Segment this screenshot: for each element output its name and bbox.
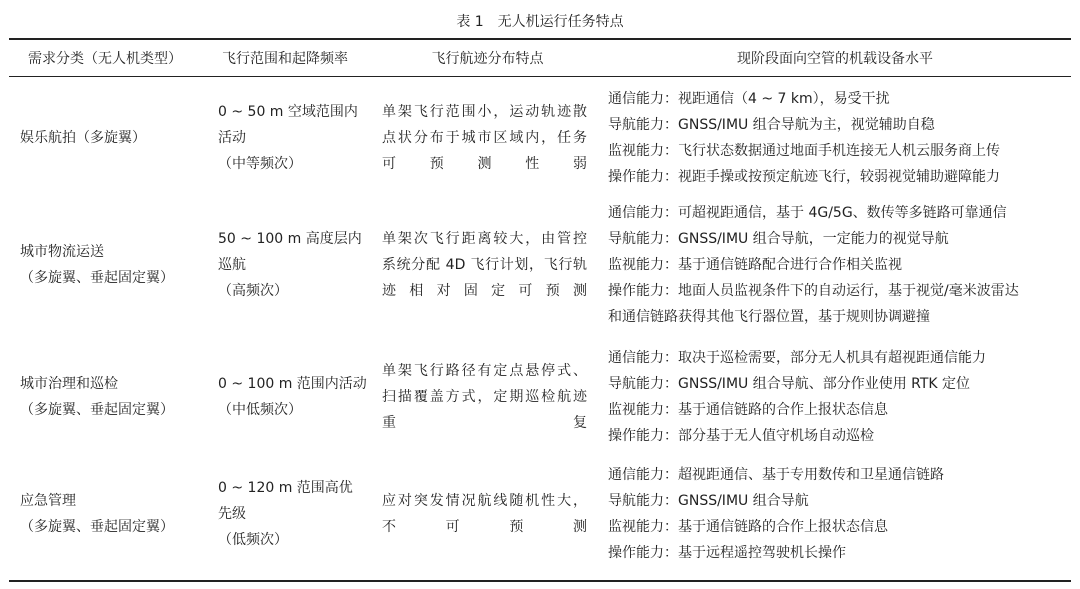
header-equipment: 现阶段面向空管的机载设备水平 — [737, 51, 933, 67]
track-cell-line: 重复 — [382, 415, 587, 431]
equipment-cell-line: 和通信链路获得其他飞行器位置，基于规则协调避撞 — [608, 309, 930, 325]
equipment-cell-line: 监视能力：基于通信链路的合作上报状态信息 — [608, 519, 888, 535]
header-range: 飞行范围和起降频率 — [222, 51, 348, 67]
category-cell-line: 城市物流运送 — [20, 244, 104, 260]
equipment-cell-line: 操作能力：基于远程遥控驾驶机长操作 — [608, 545, 846, 561]
equipment-cell-line: 导航能力：GNSS/IMU 组合导航为主，视觉辅助自稳 — [608, 117, 935, 133]
track-cell-line: 单架飞行范围小，运动轨迹散 — [382, 104, 587, 120]
equipment-cell-line: 操作能力：视距手操或按预定航迹飞行，较弱视觉辅助避障能力 — [608, 169, 1000, 185]
category-cell-line: 应急管理 — [20, 493, 76, 509]
category-cell-line: 城市治理和巡检 — [20, 376, 118, 392]
range-cell — [218, 371, 370, 423]
category-cell — [20, 239, 200, 291]
top-rule — [9, 38, 1071, 40]
track-cell-line: 不可预测 — [382, 519, 587, 535]
table-caption: 表 1 无人机运行任务特点 — [456, 14, 624, 30]
equipment-cell-line: 通信能力：视距通信（4 ~ 7 km），易受干扰 — [608, 91, 890, 107]
equipment-cell-line: 监视能力：飞行状态数据通过地面手机连接无人机云服务商上传 — [608, 143, 1000, 159]
track-cell-line: 单架飞行路径有定点悬停式、 — [382, 363, 587, 379]
equipment-cell — [608, 200, 1063, 330]
range-cell-line: 0 ~ 100 m 范围内活动 — [218, 376, 367, 392]
range-cell-line: 活动 — [218, 130, 246, 146]
category-cell — [20, 488, 200, 540]
equipment-cell — [608, 462, 1063, 566]
category-cell — [20, 371, 200, 423]
range-cell-line: 先级 — [218, 506, 246, 522]
track-cell — [382, 488, 587, 540]
range-cell — [218, 99, 370, 177]
equipment-cell-line: 监视能力：基于通信链路配合进行合作相关监视 — [608, 257, 902, 273]
equipment-cell-line: 监视能力：基于通信链路的合作上报状态信息 — [608, 402, 888, 418]
equipment-cell-line: 通信能力：取决于巡检需要，部分无人机具有超视距通信能力 — [608, 350, 986, 366]
bottom-rule — [9, 580, 1071, 582]
range-cell-line: 巡航 — [218, 257, 246, 273]
equipment-cell-line: 导航能力：GNSS/IMU 组合导航、部分作业使用 RTK 定位 — [608, 376, 971, 392]
track-cell-line: 系统分配 4D 飞行计划，飞行轨 — [382, 257, 587, 273]
track-cell-line: 扫描覆盖方式，定期巡检航迹 — [382, 389, 587, 405]
category-cell-line: （多旋翼、垂起固定翼） — [20, 519, 174, 535]
category-cell-line: 娱乐航拍（多旋翼） — [20, 130, 146, 146]
track-cell-line: 单架次飞行距离较大，由管控 — [382, 231, 587, 247]
header-rule — [9, 76, 1071, 77]
range-cell-line: （高频次） — [218, 283, 288, 299]
header-track: 飞行航迹分布特点 — [431, 51, 544, 67]
range-cell-line: （低频次） — [218, 532, 288, 548]
range-cell-line: （中等频次） — [218, 156, 302, 172]
track-cell — [382, 358, 587, 436]
range-cell — [218, 226, 370, 304]
track-cell-line: 点状分布于城市区域内，任务 — [382, 130, 587, 146]
equipment-cell-line: 导航能力：GNSS/IMU 组合导航，一定能力的视觉导航 — [608, 231, 949, 247]
equipment-cell-line: 导航能力：GNSS/IMU 组合导航 — [608, 493, 809, 509]
category-cell-line: （多旋翼、垂起固定翼） — [20, 402, 174, 418]
range-cell-line: 50 ~ 100 m 高度层内 — [218, 231, 362, 247]
track-cell — [382, 99, 587, 177]
equipment-cell — [608, 86, 1063, 190]
range-cell — [218, 475, 370, 553]
category-cell-line: （多旋翼、垂起固定翼） — [20, 270, 174, 286]
track-cell-line: 应对突发情况航线随机性大， — [382, 493, 587, 509]
range-cell-line: 0 ~ 120 m 范围高优 — [218, 480, 353, 496]
equipment-cell — [608, 345, 1063, 449]
equipment-cell-line: 通信能力：超视距通信、基于专用数传和卫星通信链路 — [608, 467, 944, 483]
range-cell-line: （中低频次） — [218, 402, 302, 418]
range-cell-line: 0 ~ 50 m 空域范围内 — [218, 104, 358, 120]
equipment-cell-line: 操作能力：部分基于无人值守机场自动巡检 — [608, 428, 874, 444]
track-cell-line: 迹相对固定可预测 — [382, 283, 587, 299]
equipment-cell-line: 通信能力：可超视距通信，基于 4G/5G、数传等多链路可靠通信 — [608, 205, 1007, 221]
category-cell — [20, 125, 200, 151]
track-cell-line: 可预测性弱 — [382, 156, 587, 172]
equipment-cell-line: 操作能力：地面人员监视条件下的自动运行，基于视觉/毫米波雷达 — [608, 283, 1019, 299]
header-category: 需求分类（无人机类型） — [28, 51, 182, 67]
track-cell — [382, 226, 587, 304]
